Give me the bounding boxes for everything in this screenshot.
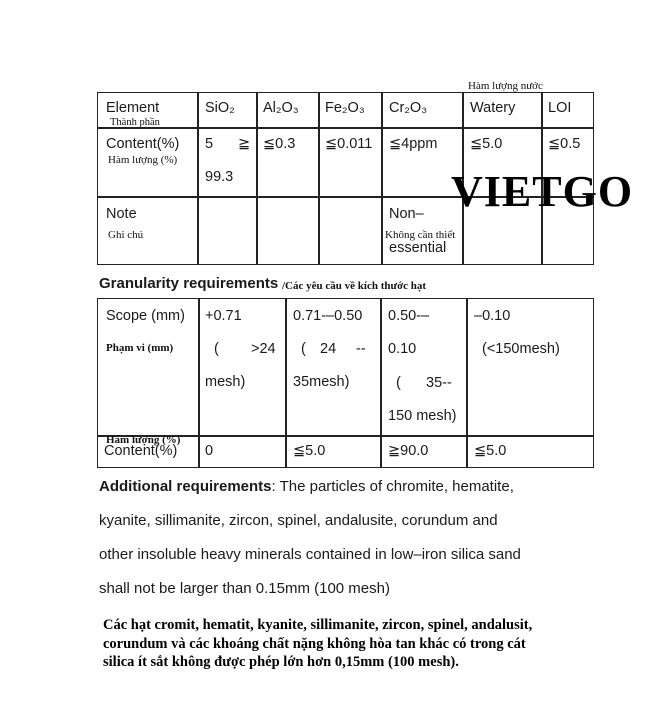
scope-col1-value: >24 xyxy=(251,341,276,357)
element-table-col-divider xyxy=(381,92,383,265)
content-sio2-c: 99.3 xyxy=(205,169,234,185)
granularity-col-divider xyxy=(380,298,382,468)
scope-col3-line4: 150 mesh) xyxy=(388,408,457,424)
scope-col4-line1: –0.10 xyxy=(474,308,511,324)
header-element: Element xyxy=(106,100,160,116)
note-cr2o3-a: Non– xyxy=(389,206,424,222)
granularity-col-divider xyxy=(285,298,287,468)
granularity-content-col2: ≦5.0 xyxy=(293,443,326,459)
additional-requirements xyxy=(99,470,569,606)
content-label-vn: Hàm lượng (%) xyxy=(108,154,178,166)
note-label-vn: Ghi chú xyxy=(108,229,144,241)
note-cr2o3-vn: Không cần thiết xyxy=(385,229,456,241)
scope-col4-line2: (<150mesh) xyxy=(482,341,560,357)
note-label: Note xyxy=(106,206,137,222)
scope-col2-paren: ( xyxy=(301,341,306,357)
scope-col2-value: 24 xyxy=(320,341,337,357)
scope-label: Scope (mm) xyxy=(106,308,185,324)
scope-col2-dash: -- xyxy=(356,341,366,357)
note-cr2o3-b: essential xyxy=(389,240,447,256)
scope-label-vn: Phạm vi (mm) xyxy=(106,342,174,354)
watery-vn-note: Hàm lượng nước xyxy=(468,80,543,92)
header-loi: LOI xyxy=(548,100,572,116)
additional-label: Additional requirements xyxy=(99,478,272,495)
element-table-row-divider xyxy=(97,127,594,129)
content-loi: ≦0.5 xyxy=(548,136,581,152)
scope-col1-line3: mesh) xyxy=(205,374,246,390)
content-cr2o3: ≦4ppm xyxy=(389,136,438,152)
scope-col3-line2: 0.10 xyxy=(388,341,417,357)
additional-line-1 xyxy=(99,470,569,504)
header-fe2o3: Fe₂O₃ xyxy=(325,100,365,116)
granularity-content-label: Content(%) xyxy=(104,443,178,459)
scope-col2-line3: 35mesh) xyxy=(293,374,350,390)
granularity-content-col1: 0 xyxy=(205,443,214,459)
scope-col1-line1: +0.71 xyxy=(205,308,242,324)
granularity-heading: Granularity requirements xyxy=(99,275,279,292)
additional-line-3: other insoluble heavy minerals contained in low–iron silica sand xyxy=(99,546,521,563)
element-table-col-divider xyxy=(256,92,258,265)
vn-line-3: silica ít sắt không được phép lớn hơn 0,15mm (100 mesh). xyxy=(103,654,459,670)
header-sio2: SiO₂ xyxy=(205,100,235,116)
scope-col3-value: 35-- xyxy=(426,375,452,391)
vietgo-watermark: VIETGO xyxy=(451,167,634,216)
content-sio2-b: ≧ xyxy=(238,136,251,152)
scope-col1-paren: ( xyxy=(214,341,219,357)
vn-line-1: Các hạt cromit, hematit, kyanite, sillimanite, zircon, spinel, andalusit, xyxy=(103,617,533,633)
header-cr2o3: Cr₂O₃ xyxy=(389,100,428,116)
content-sio2-a: 5 xyxy=(205,136,214,152)
content-al2o3: ≦0.3 xyxy=(263,136,296,152)
additional-line-4: shall not be larger than 0.15mm (100 mesh) xyxy=(99,580,390,597)
granularity-heading-vn: /Các yêu cầu về kích thước hạt xyxy=(282,280,427,292)
granularity-col-divider xyxy=(466,298,468,468)
scope-col3-paren: ( xyxy=(396,375,401,391)
additional-line-1-text: : The particles of chromite, hematite, xyxy=(271,478,514,495)
header-al2o3: Al₂O₃ xyxy=(263,100,299,116)
vietnamese-translation xyxy=(103,616,573,672)
granularity-col-divider xyxy=(198,298,200,468)
content-fe2o3: ≦0.011 xyxy=(325,136,373,152)
granularity-content-vn: Hàm lượng (%) xyxy=(106,434,181,446)
vn-line-2: corundum và các khoáng chất nặng không hòa tan khác có trong cát xyxy=(103,635,526,652)
content-watery: ≦5.0 xyxy=(470,136,503,152)
scope-col3-line1: 0.50-– xyxy=(388,308,430,324)
additional-line-2: kyanite, sillimanite, zircon, spinel, andalusite, corundum and xyxy=(99,512,498,529)
element-table-col-divider xyxy=(318,92,320,265)
header-element-vn: Thành phần xyxy=(110,117,160,128)
element-table-col-divider xyxy=(197,92,199,265)
content-label: Content(%) xyxy=(106,136,180,152)
scope-col2-line1: 0.71-–0.50 xyxy=(293,308,363,324)
header-watery: Watery xyxy=(470,100,516,116)
granularity-content-col4: ≦5.0 xyxy=(474,443,507,459)
granularity-content-col3: ≧90.0 xyxy=(388,443,429,459)
